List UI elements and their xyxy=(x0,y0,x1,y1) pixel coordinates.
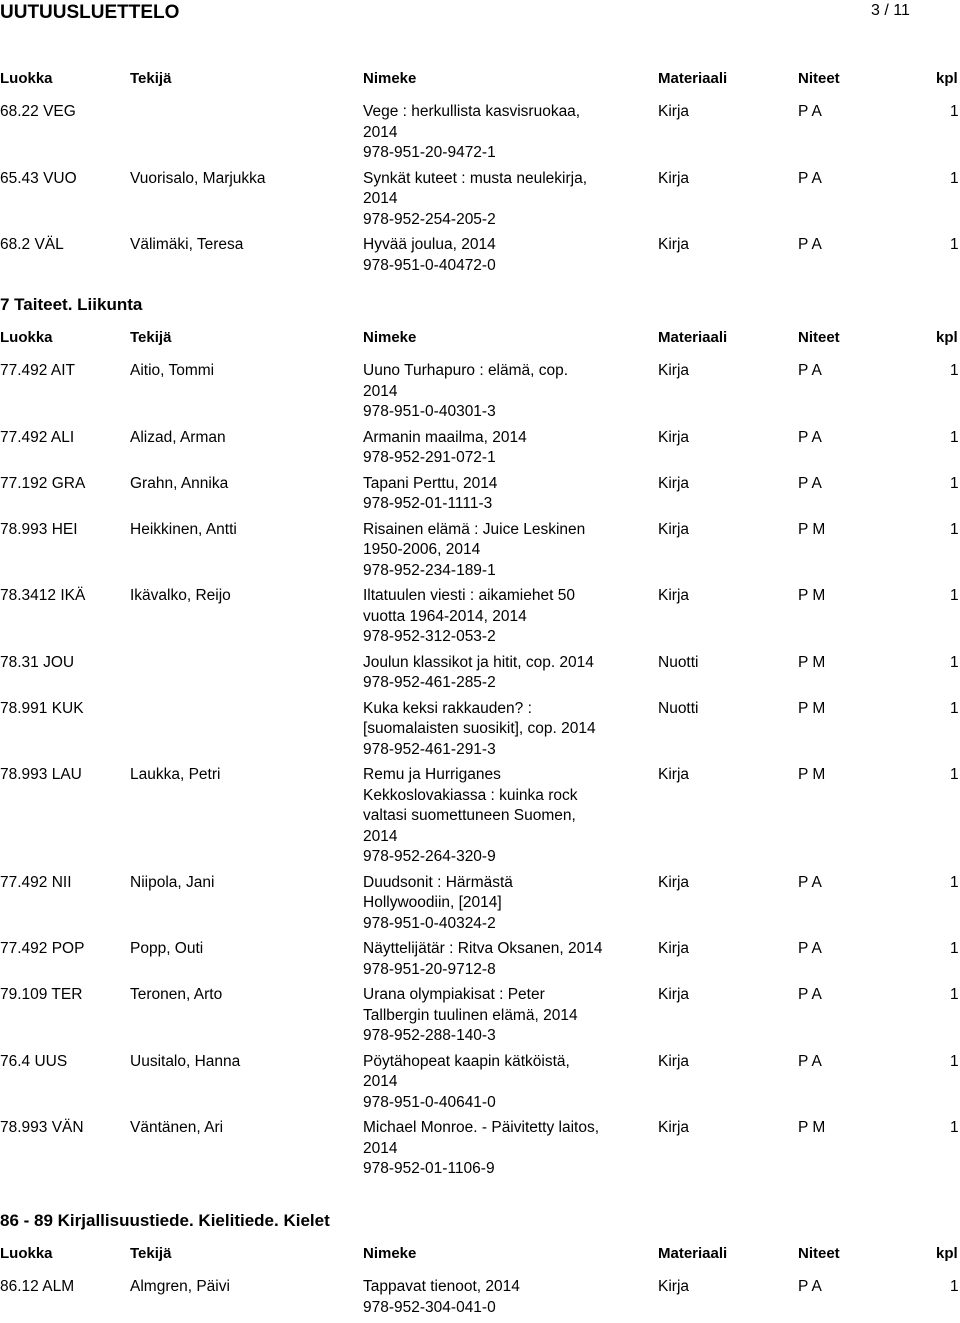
cell-luokka: 77.192 GRA xyxy=(0,474,86,492)
cell-kpl: 1 xyxy=(950,940,959,957)
title-line: 978-952-312-053-2 xyxy=(363,628,496,645)
cell-niteet: P A xyxy=(798,362,822,379)
cell-materiaali: Kirja xyxy=(658,940,690,957)
title-line: 978-952-264-320-9 xyxy=(363,848,496,865)
table-row xyxy=(0,169,960,236)
cell-luokka: 77.492 AIT xyxy=(0,362,75,379)
table-row xyxy=(0,428,960,474)
column-header-kpl: kpl xyxy=(936,70,958,87)
cell-nimeke xyxy=(363,1052,631,1114)
column-header-materiaali: Materiaali xyxy=(658,1245,728,1262)
cell-luokka: 78.993 HEI xyxy=(0,520,78,538)
title-line: 978-951-20-9472-1 xyxy=(363,144,496,161)
title-line: Kuka keksi rakkauden? : xyxy=(363,699,532,717)
title-line: Tapani Perttu, 2014 xyxy=(363,474,498,492)
cell-materiaali: Kirja xyxy=(658,587,690,604)
cell-kpl: 1 xyxy=(950,428,959,446)
cell-nimeke xyxy=(363,699,631,761)
cell-nimeke xyxy=(363,1277,631,1318)
table-row xyxy=(0,699,960,766)
table-row xyxy=(0,1052,960,1119)
table-row xyxy=(0,102,960,169)
cell-niteet: P A xyxy=(798,873,822,891)
title-line: 2014 xyxy=(363,827,398,845)
table-row xyxy=(0,1118,960,1185)
cell-nimeke xyxy=(363,873,631,935)
cell-kpl: 1 xyxy=(950,986,959,1003)
cell-kpl: 1 xyxy=(950,699,959,717)
cell-luokka: 78.31 JOU xyxy=(0,653,75,671)
table-row xyxy=(0,586,960,653)
cell-tekija: Ikävalko, Reijo xyxy=(130,587,231,604)
cell-materiaali: Kirja xyxy=(658,986,690,1003)
title-line: vuotta 1964-2014, 2014 xyxy=(363,607,527,625)
cell-niteet: P M xyxy=(798,653,826,671)
cell-materiaali: Kirja xyxy=(658,103,690,120)
title-line: 978-951-0-40324-2 xyxy=(363,914,496,932)
cell-tekija: Uusitalo, Hanna xyxy=(130,1052,241,1070)
cell-tekija: Grahn, Annika xyxy=(130,474,229,492)
title-line: 978-952-304-041-0 xyxy=(363,1298,496,1316)
cell-niteet: P A xyxy=(798,1278,822,1295)
title-line: 978-952-291-072-1 xyxy=(363,449,496,466)
title-line: 978-952-288-140-3 xyxy=(363,1027,496,1044)
cell-materiaali: Nuotti xyxy=(658,653,699,671)
cell-nimeke xyxy=(363,939,631,980)
cell-kpl: 1 xyxy=(950,1119,959,1136)
cell-kpl: 1 xyxy=(950,169,959,187)
cell-luokka: 77.492 ALI xyxy=(0,428,75,446)
cell-niteet: P A xyxy=(798,474,822,492)
cell-kpl: 1 xyxy=(950,766,959,783)
cell-luokka: 78.991 KUK xyxy=(0,699,84,717)
column-header-row xyxy=(0,1245,960,1265)
header-title: UUTUUSLUETTELO xyxy=(0,2,180,23)
catalog-section xyxy=(0,70,960,281)
column-header-nimeke: Nimeke xyxy=(363,1245,417,1262)
title-line: 978-952-461-285-2 xyxy=(363,674,496,691)
cell-kpl: 1 xyxy=(950,362,959,379)
column-header-tekija: Tekijä xyxy=(130,329,172,346)
cell-nimeke xyxy=(363,102,631,164)
table-row xyxy=(0,985,960,1052)
title-line: 2014 xyxy=(363,190,398,207)
cell-kpl: 1 xyxy=(950,1278,959,1295)
cell-materiaali: Kirja xyxy=(658,520,690,538)
cell-niteet: P A xyxy=(798,169,822,187)
table-row xyxy=(0,873,960,940)
title-line: Synkät kuteet : musta neulekirja, xyxy=(363,169,588,187)
title-line: Iltatuulen viesti : aikamiehet 50 xyxy=(363,587,575,604)
cell-niteet: P M xyxy=(798,520,826,538)
title-line: 2014 xyxy=(363,1139,398,1157)
cell-niteet: P A xyxy=(798,428,822,446)
cell-luokka: 79.109 TER xyxy=(0,986,83,1003)
title-line: [suomalaisten suosikit], cop. 2014 xyxy=(363,720,596,737)
cell-materiaali: Kirja xyxy=(658,428,690,446)
column-header-tekija: Tekijä xyxy=(130,70,172,87)
cell-materiaali: Kirja xyxy=(658,766,690,783)
cell-tekija: Aitio, Tommi xyxy=(130,362,215,379)
title-line: 978-951-0-40472-0 xyxy=(363,256,496,274)
title-line: Uuno Turhapuro : elämä, cop. xyxy=(363,362,569,379)
cell-luokka: 77.492 NII xyxy=(0,873,72,891)
cell-luokka: 76.4 UUS xyxy=(0,1052,68,1070)
title-line: 2014 xyxy=(363,123,398,141)
table-row xyxy=(0,520,960,587)
cell-niteet: P A xyxy=(798,986,822,1003)
cell-materiaali: Kirja xyxy=(658,236,690,253)
title-line: Kekkoslovakiassa : kuinka rock xyxy=(363,786,578,804)
cell-materiaali: Kirja xyxy=(658,873,690,891)
table-row xyxy=(0,939,960,985)
cell-materiaali: Kirja xyxy=(658,1119,690,1136)
cell-luokka: 68.2 VÄL xyxy=(0,236,64,253)
title-line: 978-952-254-205-2 xyxy=(363,210,496,228)
cell-nimeke xyxy=(363,169,631,231)
cell-kpl: 1 xyxy=(950,1052,959,1070)
catalog-section xyxy=(0,294,960,1185)
table-row xyxy=(0,653,960,699)
title-line: Näyttelijätär : Ritva Oksanen, 2014 xyxy=(363,940,603,957)
column-header-kpl: kpl xyxy=(936,1245,958,1262)
page-number: 3 / 11 xyxy=(871,2,910,19)
title-line: 2014 xyxy=(363,1073,398,1090)
column-header-luokka: Luokka xyxy=(0,70,53,87)
cell-luokka: 86.12 ALM xyxy=(0,1278,75,1295)
column-header-nimeke: Nimeke xyxy=(363,70,417,87)
cell-luokka: 78.993 LAU xyxy=(0,766,82,783)
column-header-nimeke: Nimeke xyxy=(363,329,417,346)
title-line: 978-952-461-291-3 xyxy=(363,740,496,758)
cell-tekija: Laukka, Petri xyxy=(130,766,221,783)
cell-tekija: Heikkinen, Antti xyxy=(130,520,237,538)
cell-tekija: Teronen, Arto xyxy=(130,986,223,1003)
cell-kpl: 1 xyxy=(950,236,959,253)
cell-nimeke xyxy=(363,428,631,469)
cell-materiaali: Kirja xyxy=(658,1278,690,1295)
title-line: Hyvää joulua, 2014 xyxy=(363,236,496,253)
table-row xyxy=(0,474,960,520)
cell-kpl: 1 xyxy=(950,587,959,604)
table-row xyxy=(0,235,960,281)
title-line: Pöytähopeat kaapin kätköistä, xyxy=(363,1052,570,1070)
cell-tekija: Alizad, Arman xyxy=(130,428,226,446)
catalog-section xyxy=(0,1210,960,1323)
cell-nimeke xyxy=(363,361,631,423)
title-line: Hollywoodiin, [2014] xyxy=(363,894,502,911)
cell-luokka: 65.43 VUO xyxy=(0,169,77,187)
title-line: valtasi suomettuneen Suomen, xyxy=(363,807,576,824)
cell-luokka: 77.492 POP xyxy=(0,940,85,957)
table-row xyxy=(0,765,960,873)
column-header-materiaali: Materiaali xyxy=(658,329,728,346)
column-header-kpl: kpl xyxy=(936,329,958,346)
cell-tekija: Vuorisalo, Marjukka xyxy=(130,169,266,187)
title-line: Vege : herkullista kasvisruokaa, xyxy=(363,103,581,120)
title-line: 978-952-234-189-1 xyxy=(363,561,496,579)
cell-materiaali: Kirja xyxy=(658,1052,690,1070)
cell-nimeke xyxy=(363,1118,631,1180)
column-header-luokka: Luokka xyxy=(0,329,53,346)
cell-nimeke xyxy=(363,520,631,582)
cell-niteet: P A xyxy=(798,236,822,253)
cell-kpl: 1 xyxy=(950,653,959,671)
title-line: 978-952-01-1111-3 xyxy=(363,495,493,512)
cell-materiaali: Nuotti xyxy=(658,699,699,717)
title-line: 978-952-01-1106-9 xyxy=(363,1160,495,1177)
title-line: 978-951-0-40641-0 xyxy=(363,1093,496,1111)
title-line: Tallbergin tuulinen elämä, 2014 xyxy=(363,1006,578,1024)
column-header-row xyxy=(0,70,960,90)
title-line: Risainen elämä : Juice Leskinen xyxy=(363,520,586,538)
column-header-niteet: Niteet xyxy=(798,329,840,346)
column-header-tekija: Tekijä xyxy=(130,1245,172,1262)
cell-niteet: P A xyxy=(798,103,822,120)
cell-nimeke xyxy=(363,474,631,515)
cell-luokka: 78.3412 IKÄ xyxy=(0,587,86,604)
cell-materiaali: Kirja xyxy=(658,169,690,187)
title-line: 2014 xyxy=(363,382,398,400)
column-header-luokka: Luokka xyxy=(0,1245,53,1262)
cell-kpl: 1 xyxy=(950,103,959,120)
section-title: 86 - 89 Kirjallisuustiede. Kielitiede. Kielet xyxy=(0,1211,330,1230)
title-line: 978-951-20-9712-8 xyxy=(363,960,496,978)
cell-materiaali: Kirja xyxy=(658,474,690,492)
column-header-niteet: Niteet xyxy=(798,70,840,87)
title-line: Tappavat tienoot, 2014 xyxy=(363,1278,520,1295)
title-line: 1950-2006, 2014 xyxy=(363,541,481,558)
cell-tekija: Popp, Outi xyxy=(130,940,204,957)
table-row xyxy=(0,1277,960,1323)
title-line: Joulun klassikot ja hitit, cop. 2014 xyxy=(363,653,594,671)
cell-tekija: Almgren, Päivi xyxy=(130,1278,230,1295)
column-header-niteet: Niteet xyxy=(798,1245,840,1262)
column-header-materiaali: Materiaali xyxy=(658,70,728,87)
section-title: 7 Taiteet. Liikunta xyxy=(0,295,143,314)
title-line: Urana olympiakisat : Peter xyxy=(363,986,545,1003)
cell-kpl: 1 xyxy=(950,474,959,492)
cell-niteet: P A xyxy=(798,1052,822,1070)
cell-niteet: P M xyxy=(798,699,826,717)
cell-kpl: 1 xyxy=(950,520,959,538)
cell-luokka: 68.22 VEG xyxy=(0,103,76,120)
cell-nimeke xyxy=(363,653,631,694)
cell-nimeke xyxy=(363,765,631,868)
cell-luokka: 78.993 VÄN xyxy=(0,1119,84,1136)
title-line: Remu ja Hurriganes xyxy=(363,766,501,783)
cell-kpl: 1 xyxy=(950,873,959,891)
cell-niteet: P A xyxy=(798,940,822,957)
cell-tekija: Väntänen, Ari xyxy=(130,1119,224,1136)
title-line: Duudsonit : Härmästä xyxy=(363,873,513,891)
title-line: 978-951-0-40301-3 xyxy=(363,403,496,420)
cell-nimeke xyxy=(363,985,631,1047)
cell-nimeke xyxy=(363,235,631,276)
cell-tekija: Välimäki, Teresa xyxy=(130,236,244,253)
title-line: Armanin maailma, 2014 xyxy=(363,428,527,446)
table-row xyxy=(0,361,960,428)
cell-materiaali: Kirja xyxy=(658,362,690,379)
cell-tekija: Niipola, Jani xyxy=(130,873,215,891)
title-line: Michael Monroe. - Päivitetty laitos, xyxy=(363,1119,600,1136)
cell-niteet: P M xyxy=(798,1119,826,1136)
cell-niteet: P M xyxy=(798,766,826,783)
cell-niteet: P M xyxy=(798,587,826,604)
cell-nimeke xyxy=(363,586,631,648)
column-header-row xyxy=(0,329,960,349)
